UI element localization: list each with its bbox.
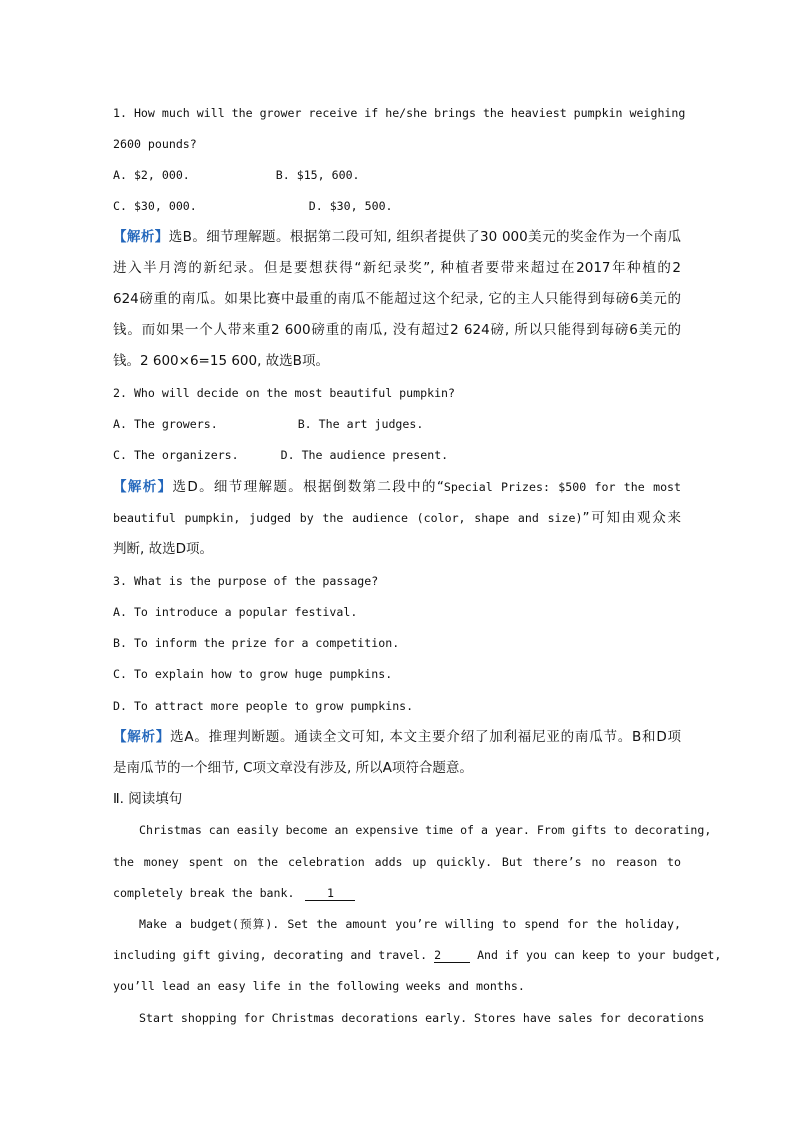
q1-explanation-line4: 钱。而如果一个人带来重2 600磅重的南瓜, 没有超过2 624磅, 所以只能得到每磅6美元的 <box>113 322 681 338</box>
q2-explanation-line1: 【解析】选D。细节理解题。根据倒数第二段中的“Special Prizes: $500 for the most <box>113 479 682 495</box>
q2-option-d: D. The audience present. <box>280 448 449 462</box>
q1-option-b: B. $15, 600. <box>275 168 360 182</box>
q1-option-c: C. $30, 000. <box>113 199 197 213</box>
q3-option-b: B. To inform the prize for a competition. <box>113 636 400 650</box>
q3-option-d: D. To attract more people to grow pumpkins. <box>113 699 414 713</box>
blank-2[interactable]: 2 <box>434 948 470 963</box>
passage-p1-line1: Christmas can easily become an expensive time of a year. From gifts to decorating, <box>139 823 712 837</box>
q3-explanation-line2: 是南瓜节的一个细节, C项文章没有涉及, 所以A项符合题意。 <box>113 760 473 776</box>
q2-options-ab <box>113 416 681 432</box>
analysis-tag: 【解析】 <box>113 729 171 745</box>
q2-stem: 2. Who will decide on the most beautiful pumpkin? <box>113 386 456 400</box>
q1-explanation-line1: 【解析】选B。细节理解题。根据第二段可知, 组织者提供了30 000美元的奖金作为一个南瓜 <box>113 229 681 245</box>
q1-explanation-line3: 624磅重的南瓜。如果比赛中最重的南瓜不能超过这个纪录, 它的主人只能得到每磅6美元的 <box>113 291 681 307</box>
section-heading: Ⅱ. 阅读填句 <box>113 791 183 807</box>
q1-option-d: D. $30, 500. <box>308 199 393 213</box>
q2-explanation-line3: 判断, 故选D项。 <box>113 541 213 557</box>
q1-explanation-line5: 钱。2 600×6=15 600, 故选B项。 <box>113 353 329 369</box>
q2-option-c: C. The organizers. <box>113 448 239 462</box>
analysis-tag: 【解析】 <box>113 229 169 245</box>
q1-options-cd <box>113 198 681 214</box>
q3-explanation-line1: 【解析】选A。推理判断题。通读全文可知, 本文主要介绍了加利福尼亚的南瓜节。B和D项 <box>113 729 681 745</box>
q1-stem-line1: 1. How much will the grower receive if he/she brings the heaviest pumpkin weighing <box>113 106 686 120</box>
analysis-tag: 【解析】 <box>113 479 173 495</box>
q3-stem: 3. What is the purpose of the passage? <box>113 574 379 588</box>
passage-p1-line3: completely break the bank. 1 <box>113 885 681 901</box>
passage-p2-line1: Make a budget(预算). Set the amount you’re willing to spend for the holiday, <box>139 917 681 931</box>
q1-option-a: A. $2, 000. <box>113 168 190 182</box>
q1-stem-line2: 2600 pounds? <box>113 137 197 151</box>
passage-p2-line2: including gift giving, decorating and travel. 2 And if you can keep to your budget, <box>113 948 722 962</box>
q1-explanation-line2: 进入半月湾的新纪录。但是要想获得“新纪录奖”, 种植者要带来超过在2017年种植的2 <box>113 260 681 276</box>
passage-p3-line1: Start shopping for Christmas decorations early. Stores have sales for decorations <box>139 1011 705 1025</box>
q2-explanation-line2: beautiful pumpkin, judged by the audience (color, shape and size)”可知由观众来 <box>113 510 681 526</box>
blank-1[interactable]: 1 <box>305 886 355 901</box>
passage-p1-line2: the money spent on the celebration adds up quickly. But there’s no reason to <box>113 855 681 869</box>
q2-option-a: A. The growers. <box>113 417 218 431</box>
q2-option-b: B. The art judges. <box>297 417 424 431</box>
q1-options-ab <box>113 167 681 183</box>
q3-option-c: C. To explain how to grow huge pumpkins. <box>113 667 393 681</box>
q3-option-a: A. To introduce a popular festival. <box>113 605 358 619</box>
passage-p2-line3: you’ll lead an easy life in the following weeks and months. <box>113 979 525 993</box>
q2-options-cd <box>113 447 681 463</box>
